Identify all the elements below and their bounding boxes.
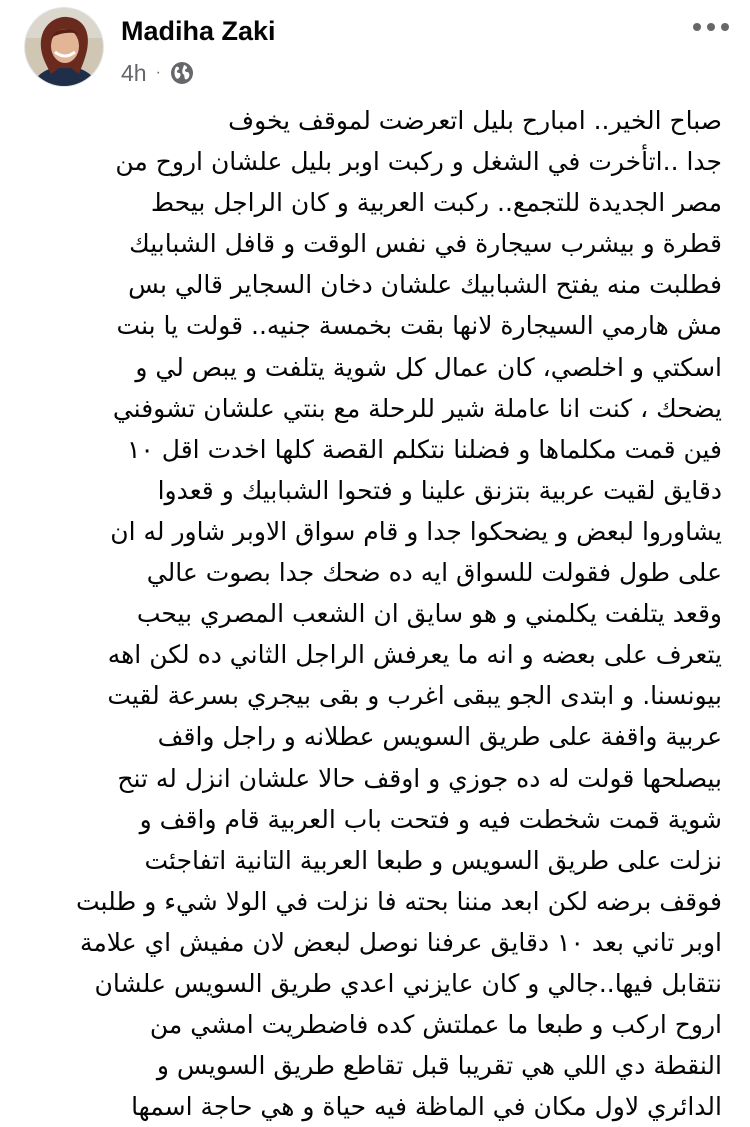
post-body-line: نتقابل فيها..جالي و كان عايزني اعدي طريق السويس علشان: [94, 968, 722, 998]
post-body-line: الدائري لاول مكان في الماظة فيه حياة و هي حاجة اسمها: [131, 1092, 722, 1122]
post-body: [8, 100, 722, 1127]
post-body-line: جدا ..اتأخرت في الشغل و ركبت اوبر بليل علشان اروح من: [115, 147, 722, 177]
author-avatar[interactable]: [24, 7, 104, 87]
post-body-line: يتعرف على بعضه و انه ما يعرفش الراجل الثاني ده لكن اهه: [107, 640, 722, 670]
post-body-line: اسكتي و اخلصي، كان عمال كل شوية يتلفت و يبص لي و: [135, 352, 722, 382]
post-body-line: فوقف برضه لكن ابعد مننا بحته فا نزلت في الولا شيء و طلبت: [75, 886, 722, 916]
more-options-icon[interactable]: [686, 12, 736, 42]
post-body-line: النقطة دي اللي هي تقريبا قبل تقاطع طريق السويس و: [156, 1051, 722, 1081]
globe-icon[interactable]: [170, 61, 194, 85]
post-body-line: مش هارمي السيجارة لانها بقت بخمسة جنيه.. قولت يا بنت: [116, 311, 722, 341]
author-name[interactable]: Madiha Zaki: [121, 16, 276, 46]
post-body-line: يضحك ، كنت انا عاملة شير للرحلة مع بنتي علشان تشوفني: [112, 393, 722, 423]
post-body-line: دقايق لقيت عربية بتزنق علينا و فتحوا الشبابيك و قعدوا: [157, 475, 722, 505]
post-body-line: صباح الخير.. امبارح بليل اتعرضت لموقف يخوف: [228, 106, 722, 135]
post-body-line: نزلت على طريق السويس و طبعا العربية التانية اتفاجئت: [144, 845, 722, 875]
avatar-photo: [25, 8, 104, 87]
post-body-line: وقعد يتلفت يكلمني و هو سايق ان الشعب المصري بيحب: [136, 599, 722, 629]
post-header: [0, 0, 750, 100]
post-body-line: مصر الجديدة للتجمع.. ركبت العربية و كان الراجل بيحط: [150, 188, 722, 218]
post-body-line: بيصلحها قولت له ده جوزي و اوقف حالا علشان انزل له تنح: [117, 763, 722, 793]
post-body-line: يشاوروا لبعض و يضحكوا جدا و قام سواق الاوبر شاور له ان: [110, 516, 722, 546]
post-body-line: بيونسنا. و ابتدى الجو يبقى اغرب و بقى بيجري بسرعة لقيت: [107, 681, 722, 711]
post-meta: [121, 58, 194, 88]
post-body-line: شوية قمت شخطت فيه و فتحت باب العربية قام واقف و: [139, 804, 722, 834]
post-body-line: اوبر تاني بعد ١٠ دقايق عرفنا نوصل لبعض لان مفيش اي علامة: [80, 927, 722, 957]
post-body-line: فين قمت مكلماها و فضلنا نتكلم القصة كلها اخدت اقل ١٠: [126, 434, 722, 464]
meta-separator: ·: [155, 64, 161, 81]
post-body-line: فطلبت منه يفتح الشبابيك علشان دخان السجاير قالي بس: [128, 270, 722, 300]
post-body-line: عربية واقفة على طريق السويس عطلانه و راجل واقف: [157, 722, 722, 752]
post-timestamp[interactable]: 4h: [121, 59, 147, 86]
post-body-line: اروح اركب و طبعا ما عملتش كده فاضطريت امشي من: [149, 1010, 722, 1040]
post-body-line: قطرة و بيشرب سيجارة في نفس الوقت و قافل الشبابيك: [129, 229, 722, 259]
post-body-line: على طول فقولت للسواق ايه ده ضحك جدا بصوت عالي: [146, 558, 722, 588]
